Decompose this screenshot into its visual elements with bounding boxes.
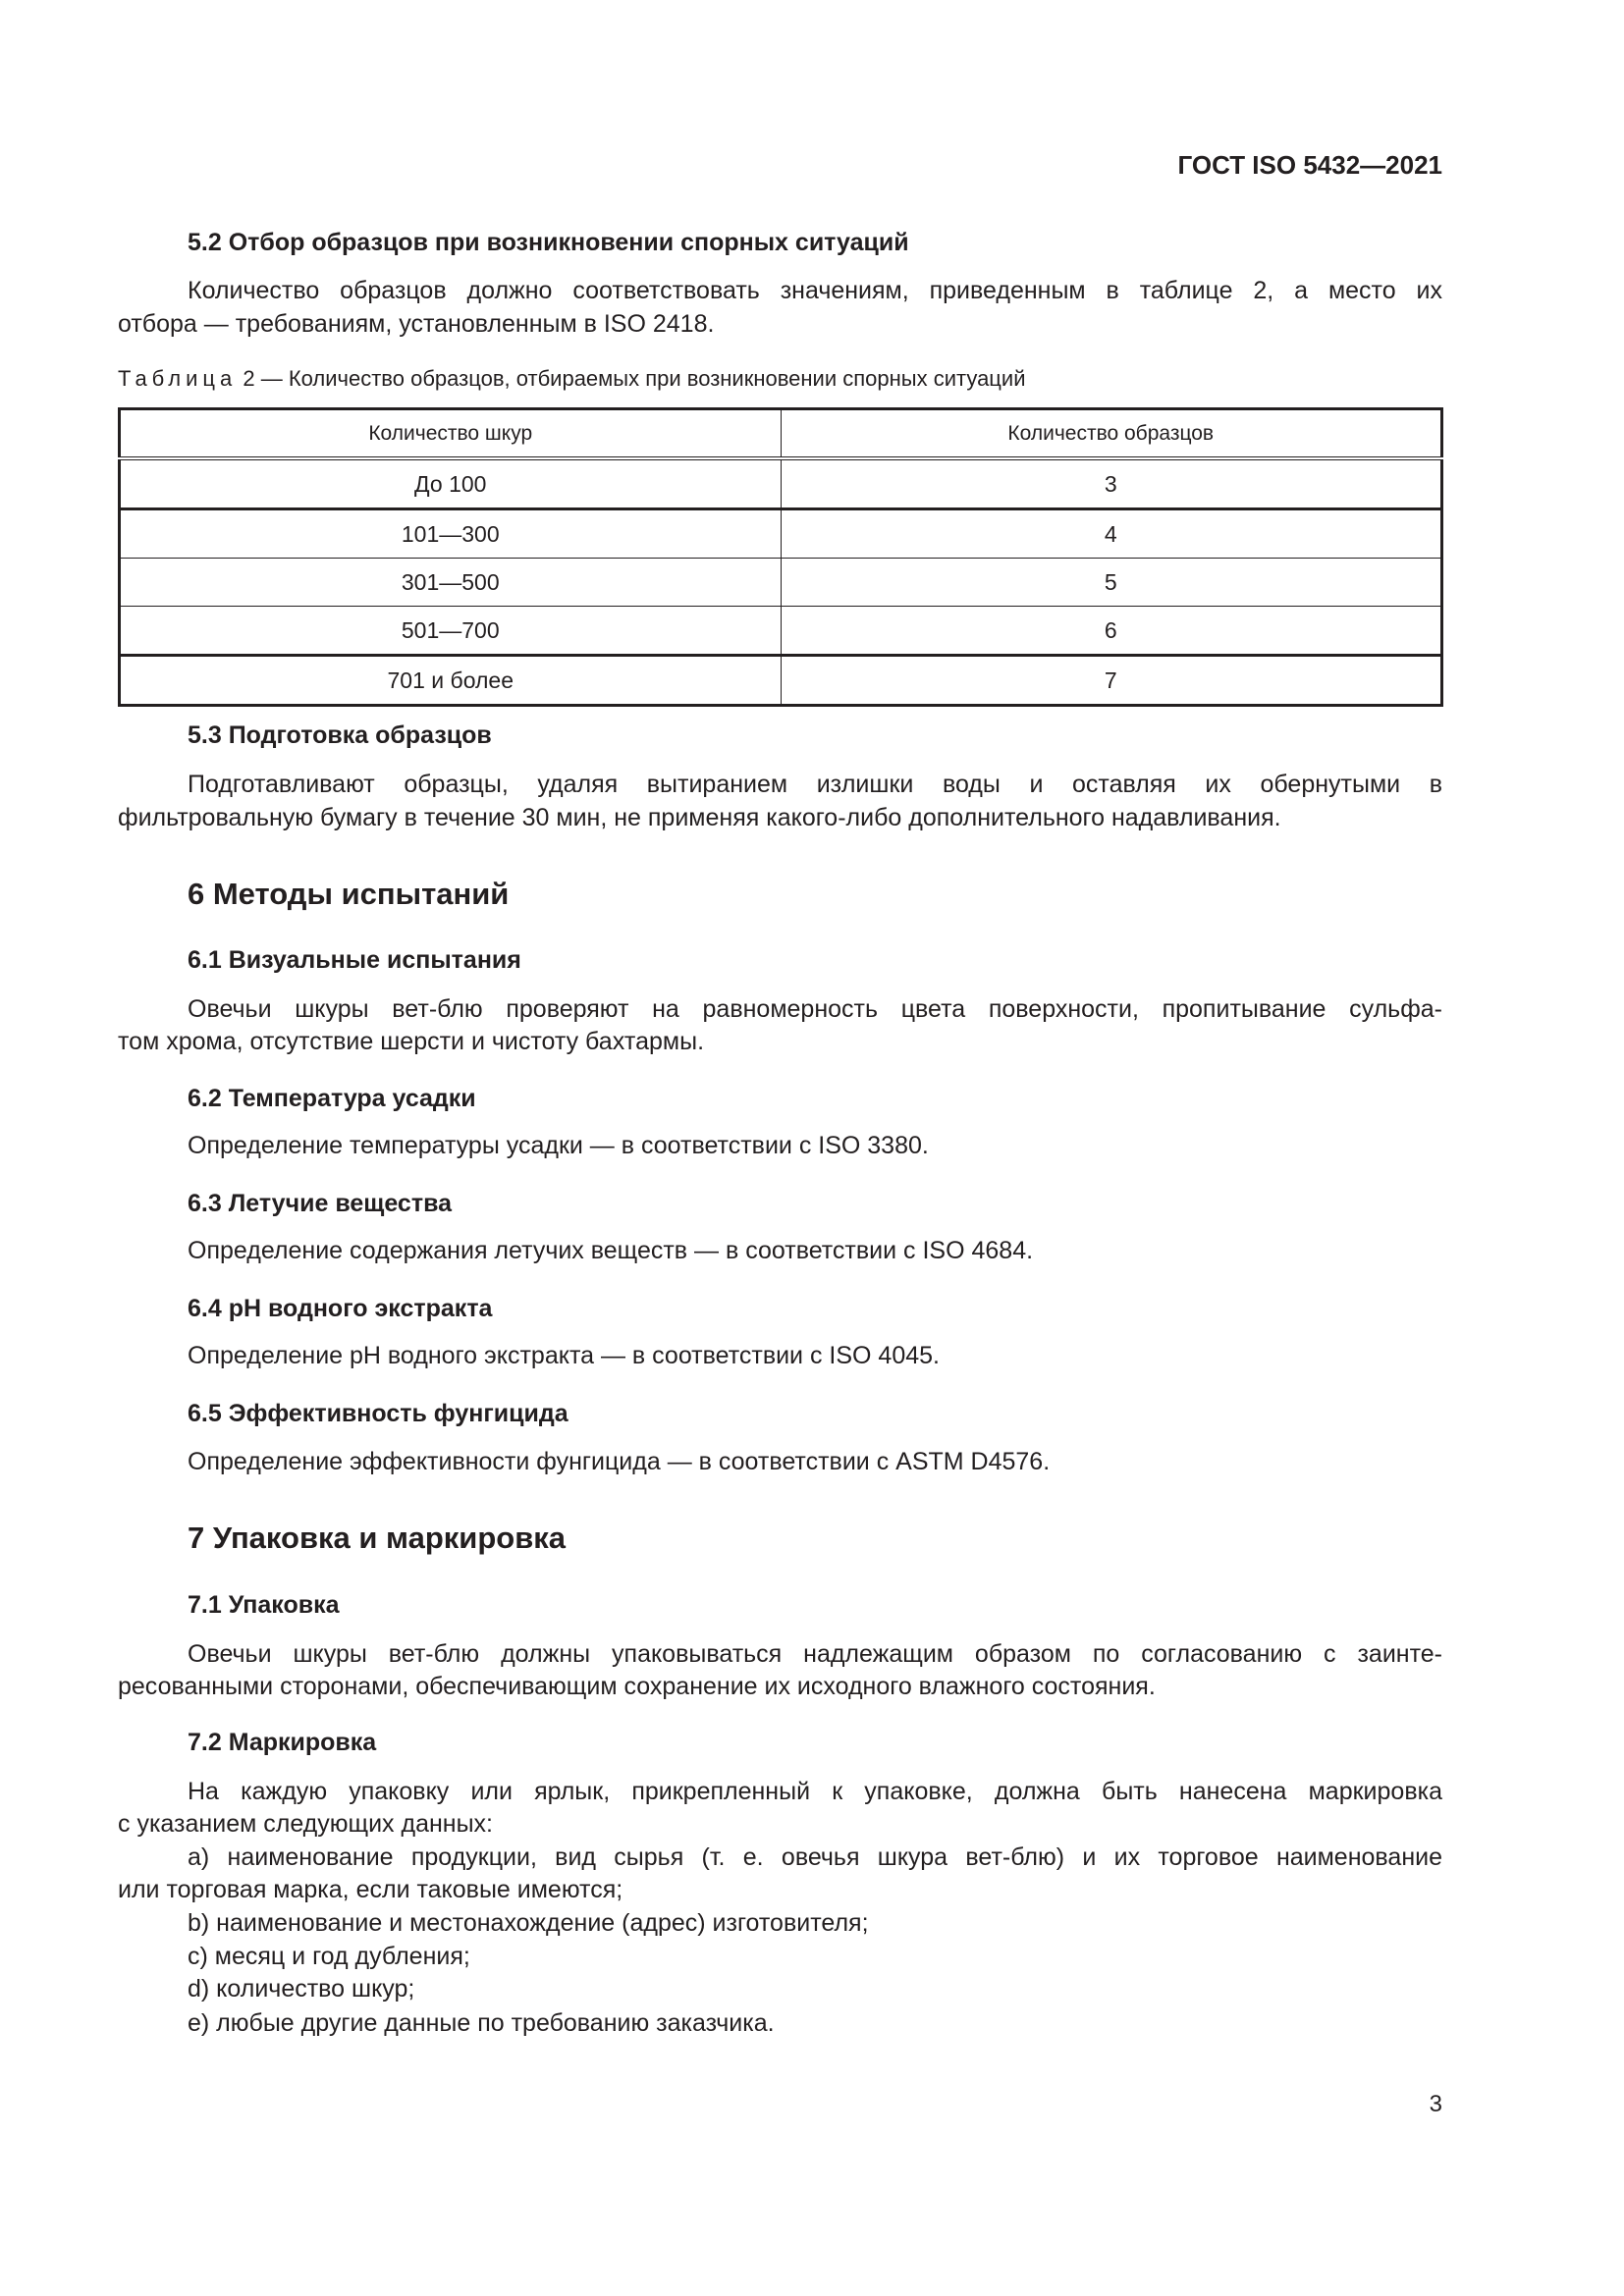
table-cell: 4 <box>781 509 1442 559</box>
paragraph-line: с указанием следующих данных: <box>118 1810 494 1838</box>
table-row <box>120 656 1442 706</box>
list-item: e) любые другие данные по требованию заказчика. <box>188 2009 775 2037</box>
table-cell: 101—300 <box>120 509 782 559</box>
table-cell: 5 <box>781 559 1442 607</box>
table-cell: 3 <box>781 458 1442 509</box>
table-cell: 6 <box>781 607 1442 656</box>
paragraph-line: Определение температуры усадки — в соответствии с ISO 3380. <box>188 1132 929 1159</box>
table-cell: 7 <box>781 656 1442 706</box>
list-item: a) наименование продукции, вид сырья (т. е. овечья шкура вет-блю) и их торговое наименование <box>188 1843 1442 1871</box>
list-item: d) количество шкур; <box>188 1975 415 2002</box>
table-cell: 501—700 <box>120 607 782 656</box>
samples-table <box>118 407 1443 707</box>
table-cell: 301—500 <box>120 559 782 607</box>
table-row <box>120 458 1442 509</box>
column-header: Количество образцов <box>781 409 1442 459</box>
document-header: ГОСТ ISO 5432—2021 <box>1177 150 1442 180</box>
paragraph-line: фильтровальную бумагу в течение 30 мин, не применяя какого-либо дополнительного надавливания. <box>118 804 1281 831</box>
table-row <box>120 607 1442 656</box>
paragraph-line: На каждую упаковку или ярлык, прикрепленный к упаковке, должна быть нанесена маркировка <box>188 1778 1442 1805</box>
section-7-1-heading: 7.1 Упаковка <box>188 1591 340 1619</box>
column-header: Количество шкур <box>120 409 782 459</box>
paragraph-line: Овечьи шкуры вет-блю должны упаковываться надлежащим образом по согласованию с заинте- <box>188 1640 1442 1668</box>
table-caption-text: 2 — Количество образцов, отбираемых при возникновении спорных ситуаций <box>237 366 1026 391</box>
paragraph-line: Определение pH водного экстракта — в соответствии с ISO 4045. <box>188 1342 940 1369</box>
table-cell: До 100 <box>120 458 782 509</box>
table-row <box>120 559 1442 607</box>
paragraph-line: том хрома, отсутствие шерсти и чистоту бахтармы. <box>118 1028 705 1055</box>
section-6-heading: 6 Методы испытаний <box>188 877 510 911</box>
paragraph-line: Овечьи шкуры вет-блю проверяют на равномерность цвета поверхности, пропитывание сульфа- <box>188 995 1442 1023</box>
section-6-3-heading: 6.3 Летучие вещества <box>188 1190 453 1217</box>
section-6-5-heading: 6.5 Эффективность фунгицида <box>188 1400 568 1427</box>
section-5-2-heading: 5.2 Отбор образцов при возникновении спорных ситуаций <box>188 229 909 256</box>
section-6-2-heading: 6.2 Температура усадки <box>188 1085 476 1112</box>
paragraph-line: ресованными сторонами, обеспечивающим сохранение их исходного влажного состояния. <box>118 1673 1156 1700</box>
section-6-4-heading: 6.4 pH водного экстракта <box>188 1295 493 1322</box>
table-row <box>120 509 1442 559</box>
section-7-2-heading: 7.2 Маркировка <box>188 1729 377 1756</box>
table-cell: 701 и более <box>120 656 782 706</box>
table-header-row <box>120 409 1442 459</box>
paragraph-line: Количество образцов должно соответствовать значениям, приведенным в таблице 2, а место их <box>188 277 1442 304</box>
section-7-heading: 7 Упаковка и маркировка <box>188 1521 567 1555</box>
list-item: b) наименование и местонахождение (адрес) изготовителя; <box>188 1909 869 1937</box>
list-item-continuation: или торговая марка, если таковые имеются; <box>118 1876 623 1903</box>
paragraph-line: Определение эффективности фунгицида — в соответствии с ASTM D4576. <box>188 1448 1051 1475</box>
table-caption-prefix: Таблица <box>118 366 238 391</box>
paragraph-line: отбора — требованиям, установленным в ISO 2418. <box>118 310 715 338</box>
section-6-1-heading: 6.1 Визуальные испытания <box>188 946 521 974</box>
paragraph-line: Подготавливают образцы, удаляя вытиранием излишки воды и оставляя их обернутыми в <box>188 771 1442 798</box>
table-caption <box>118 366 1025 392</box>
paragraph-line: Определение содержания летучих веществ — в соответствии с ISO 4684. <box>188 1237 1034 1264</box>
section-5-3-heading: 5.3 Подготовка образцов <box>188 721 492 749</box>
list-item: c) месяц и год дубления; <box>188 1943 470 1970</box>
page-number: 3 <box>1429 2091 1442 2117</box>
